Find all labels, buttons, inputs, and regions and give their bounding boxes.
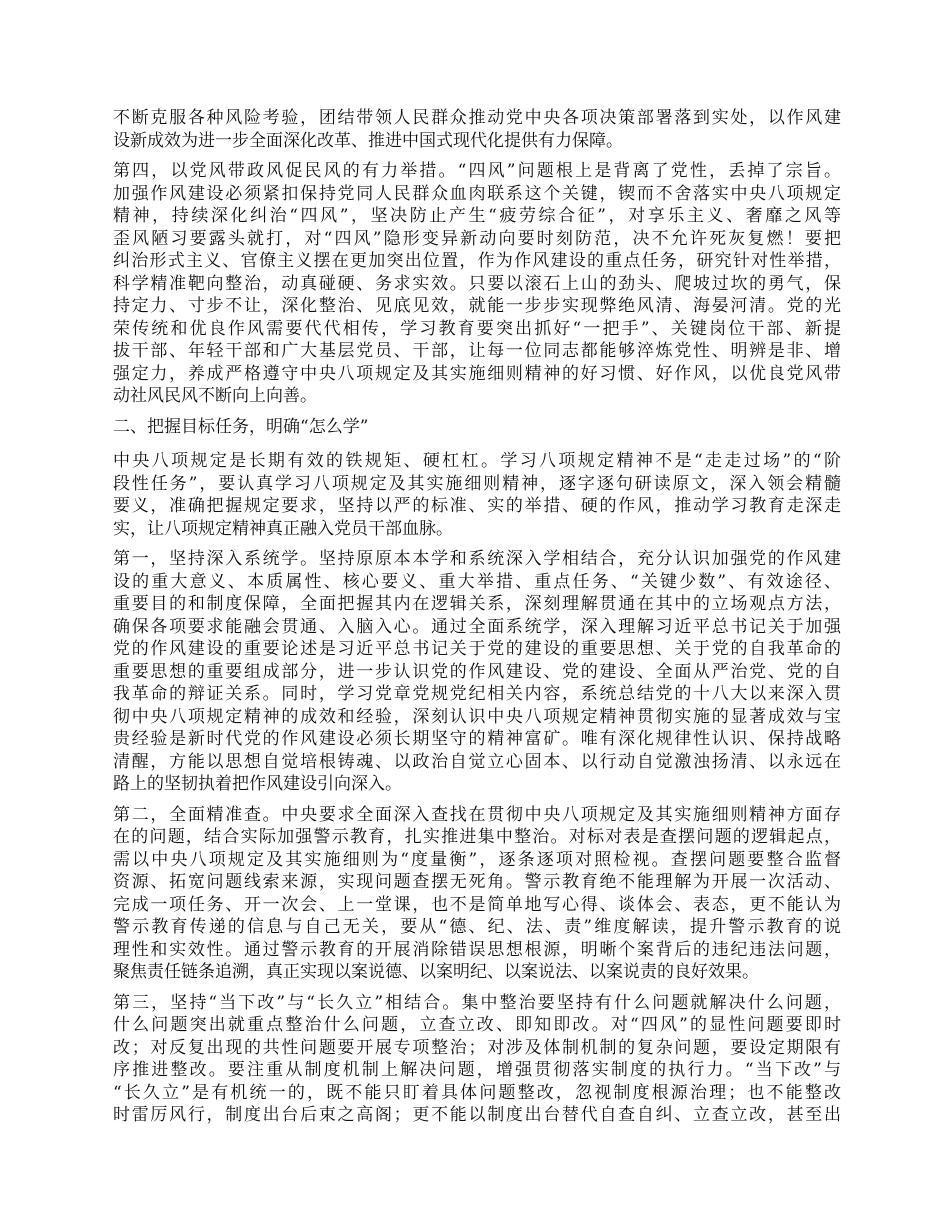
- paragraph: [113, 992, 841, 1127]
- text-line: 动社风民风不断向上向善。: [113, 386, 317, 406]
- paragraph: [113, 804, 841, 984]
- text-line: “长久立”是有机统一的，既不能只盯着具体问题整改，忽视制度根源治理；也不能整改: [113, 1082, 841, 1103]
- text-line: 设新成效为进一步全面深化改革、推进中国式现代化提供有力保障。: [113, 130, 623, 151]
- document-page: [113, 107, 841, 1135]
- text-line: 精神，持续深化纠治“四风”，坚决防止产生“疲劳综合征”，对享乐主义、奢靡之风等: [113, 206, 841, 226]
- text-line: 拔干部、年轻干部和广大基层党员、干部，让每一位同志都能够淬炼党性、明辨是非、增: [113, 341, 841, 361]
- text-line: 序推进整改。要注重从制度机制上解决问题，增强贯彻落实制度的执行力。“当下改”与: [113, 1060, 841, 1080]
- text-line: 彻中央八项规定精神的成效和经验，深刻认识中央八项规定精神贯彻实施的显著成效与宝: [113, 706, 841, 727]
- text-line: 强定力，养成严格遵守中央八项规定及其实施细则精神的好习惯、好作风，以优良党风带: [113, 363, 841, 384]
- paragraph: [113, 107, 841, 152]
- text-line: 理性和实效性。通过警示教育的开展消除错误思想根源，明晰个案背后的违纪违法问题，: [113, 939, 841, 960]
- paragraph: [113, 548, 841, 796]
- text-line: 重要思想的重要组成部分，进一步认识党的作风建设、党的建设、全面从严治党、党的自: [113, 661, 841, 682]
- text-line: 改；对反复出现的共性问题要开展专项整治；对涉及体制机制的复杂问题，要设定期限有: [113, 1037, 841, 1058]
- text-line: 纠治形式主义、官僚主义摆在更加突出位置，作为作风建设的重点任务，研究针对性举措，: [113, 251, 841, 271]
- text-line: 持定力、寸步不让，深化整治、见底见效，就能一步步实现弊绝风清、海晏河清。党的光: [113, 296, 841, 316]
- text-line: 清醒，方能以思想自觉培根铸魂、以政治自觉立心固本、以行动自觉激浊扬清、以永远在: [113, 751, 841, 772]
- text-line: 荣传统和优良作风需要代代相传，学习教育要突出抓好“一把手”、关键岗位干部、新提: [113, 318, 841, 339]
- text-line: 聚焦责任链条追溯，真正实现以案说德、以案明纪、以案说法、以案说责的良好效果。: [113, 962, 759, 982]
- text-line: 第四，以党风带政风促民风的有力举措。“四风”问题根上是背离了党性，丢掉了宗旨。: [113, 161, 841, 181]
- text-line: 重要目的和制度保障，全面把握其内在逻辑关系，深刻理解贯通在其中的立场观点方法，: [113, 594, 841, 614]
- text-line: 设的重大意义、本质属性、核心要义、重大举措、重点任务、“关键少数”、有效途径、: [113, 571, 841, 592]
- text-line: 我革命的辩证关系。同时，学习党章党规党纪相关内容，系统总结党的十八大以来深入贯: [113, 684, 841, 704]
- paragraph: [113, 160, 841, 408]
- text-line: 时雷厉风行，制度出台后束之高阁；更不能以制度出台替代自查自纠、立查立改，甚至出: [113, 1105, 841, 1125]
- section-heading: 二、把握目标任务，明确“怎么学”: [113, 416, 369, 437]
- text-line: 警示教育传递的信息与自己无关，要从“德、纪、法、责”维度解读，提升警示教育的说: [113, 917, 841, 937]
- text-line: 在的问题，结合实际加强警示教育，扎实推进集中整治。对标对表是查摆问题的逻辑起点，: [113, 827, 841, 847]
- text-line: 贵经验是新时代党的作风建设必须长期坚守的精神富矿。唯有深化规律性认识、保持战略: [113, 729, 841, 749]
- text-line: 确保各项要求能融会贯通、入脑入心。通过全面系统学，深入理解习近平总书记关于加强: [113, 616, 841, 637]
- text-line: 段性任务”，要认真学习八项规定及其实施细则精神，逐字逐句研读原文，深入领会精髓: [113, 473, 841, 494]
- text-line: 第三，坚持“当下改”与“长久立”相结合。集中整治要坚持有什么问题就解决什么问题，: [113, 992, 841, 1013]
- text-line: 要义，准确把握规定要求，坚持以严的标准、实的举措、硬的作风，推动学习教育走深走: [113, 496, 841, 516]
- text-line: 歪风陋习要露头就打，对“四风”隐形变异新动向要时刻防范，决不允许死灰复燃！要把: [113, 228, 841, 249]
- text-line: 什么问题突出就重点整治什么问题，立查立改、即知即改。对“四风”的显性问题要即时: [113, 1015, 841, 1035]
- text-line: 中央八项规定是长期有效的铁规矩、硬杠杠。学习八项规定精神不是“走走过场”的“阶: [113, 451, 841, 471]
- text-line: 完成一项任务、开一次会、上一堂课，也不是简单地写心得、谈体会、表态，更不能认为: [113, 894, 841, 915]
- text-line: 第二，全面精准查。中央要求全面深入查找在贯彻中央八项规定及其实施细则精神方面存: [113, 804, 841, 825]
- text-line: 实，让八项规定精神真正融入党员干部血脉。: [113, 518, 453, 539]
- text-line: 第一，坚持深入系统学。坚持原原本本学和系统深入学相结合，充分认识加强党的作风建: [113, 549, 841, 569]
- text-line: 不断克服各种风险考验，团结带领人民群众推动党中央各项决策部署落到实处，以作风建: [113, 108, 841, 128]
- text-line: 科学精准靶向整治，动真碰硬、务求实效。只要以滚石上山的劲头、爬坡过坎的勇气，保: [113, 273, 841, 294]
- paragraph: [113, 450, 841, 540]
- text-line: 党的作风建设的重要论述是习近平总书记关于党的建设的重要思想、关于党的自我革命的: [113, 639, 841, 659]
- text-line: 路上的坚韧执着把作风建设引向深入。: [113, 774, 402, 794]
- text-line: 需以中央八项规定及其实施细则为“度量衡”，逐条逐项对照检视。查摆问题要整合监督: [113, 849, 841, 870]
- text-line: 资源、拓宽问题线索来源，实现问题查摆无死角。警示教育绝不能理解为开展一次活动、: [113, 872, 841, 892]
- text-line: 加强作风建设必须紧扣保持党同人民群众血肉联系这个关键，锲而不舍落实中央八项规定: [113, 183, 841, 204]
